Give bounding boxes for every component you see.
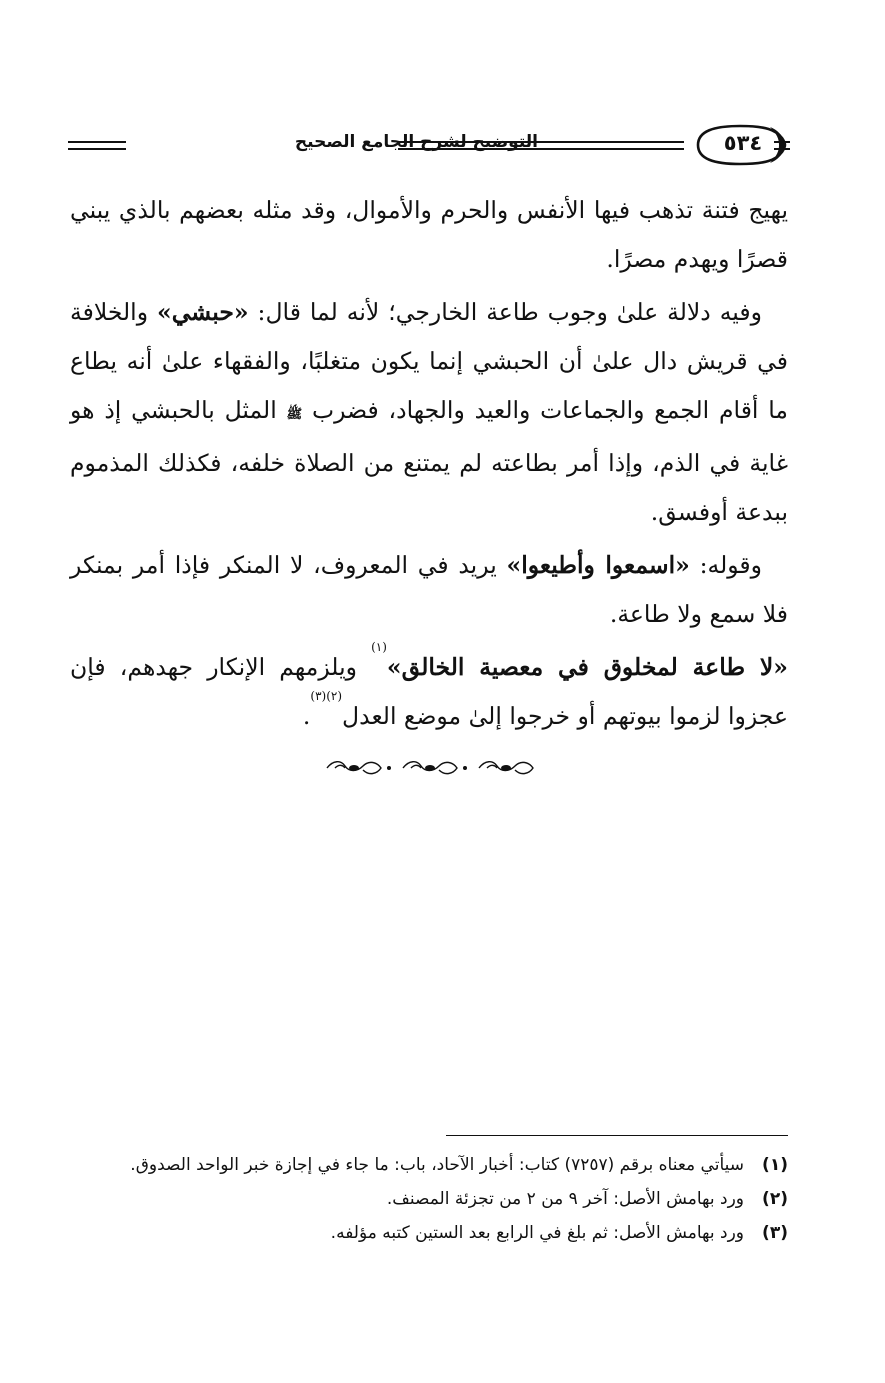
paragraph-text: يهيج فتنة تذهب فيها الأنفس والحرم والأموال، وقد مثله بعضهم بالذي يبني قصرًا ويهدم مصرًا.: [70, 196, 788, 273]
paragraph-text: ويلزمهم الإنكار جهدهم، فإن عجزوا لزموا بيوتهم أو خرجوا إلىٰ موضع العدل: [70, 653, 788, 730]
paragraph: [70, 288, 788, 537]
paragraph: [70, 640, 788, 741]
footnote-ref[interactable]: (٢)(٣): [310, 689, 343, 703]
quoted-hadith: «حبشي»: [157, 298, 249, 326]
header-rule: [68, 141, 126, 143]
header-rule: [68, 148, 126, 150]
paragraph: [70, 186, 788, 284]
footnote-text: سيأتي معناه برقم (٧٢٥٧) كتاب: أخبار الآحاد، باب: ما جاء في إجازة خبر الواحد الصدوق.: [130, 1155, 744, 1175]
footnote-text: ورد بهامش الأصل: ثم بلغ في الرابع بعد الستين كتبه مؤلفه.: [330, 1223, 744, 1243]
paragraph-text: يريد في المعروف، لا المنكر فإذا أمر بمنكر فلا سمع ولا طاعة.: [70, 551, 788, 628]
paragraph-text: وقوله:: [689, 551, 763, 579]
page-number: ٥٣٤: [723, 131, 763, 155]
footnote-item: [70, 1182, 788, 1216]
paragraph-text: وفيه دلالة علىٰ وجوب طاعة الخارجي؛ لأنه لما قال:: [248, 298, 762, 326]
footnote-number: (٣): [762, 1223, 788, 1243]
footnote-number: (٢): [762, 1189, 788, 1209]
footnote-item: [70, 1148, 788, 1182]
quoted-hadith: «لا طاعة لمخلوق في معصية الخالق»: [386, 653, 788, 681]
footnote-item: [70, 1216, 788, 1250]
paragraph-text: والخلافة في قريش دال علىٰ أن الحبشي إنما يكون متغلبًا، والفقهاء علىٰ أنه يطاع ما أقام الجمع والجماعات والعيد والجهاد، فضرب: [70, 298, 788, 424]
footnotes: [70, 1148, 788, 1250]
paragraph: [70, 541, 788, 639]
footnote-text: ورد بهامش الأصل: آخر ٩ من ٢ من تجزئة المصنف.: [386, 1189, 744, 1209]
footnote-number: (١): [762, 1155, 788, 1175]
honorific-glyph: ﷺ: [286, 407, 303, 422]
main-text: [70, 186, 788, 741]
page-header: [68, 118, 790, 174]
footnote-ref[interactable]: (١): [371, 640, 387, 654]
paragraph-text: المثل بالحبشي إذ هو غاية في الذم، وإذا أمر بطاعته لم يمتنع من الصلاة خلفه، فكذلك المذموم ببدعة أوفسق.: [70, 396, 788, 526]
paragraph-text: .: [302, 702, 311, 730]
section-divider-ornament-icon: [323, 757, 543, 779]
quoted-hadith: «اسمعوا وأطيعوا»: [506, 551, 690, 579]
footnote-separator: [446, 1135, 788, 1136]
running-title: التوضيح لشرح الجامع الصحيح: [294, 132, 538, 152]
